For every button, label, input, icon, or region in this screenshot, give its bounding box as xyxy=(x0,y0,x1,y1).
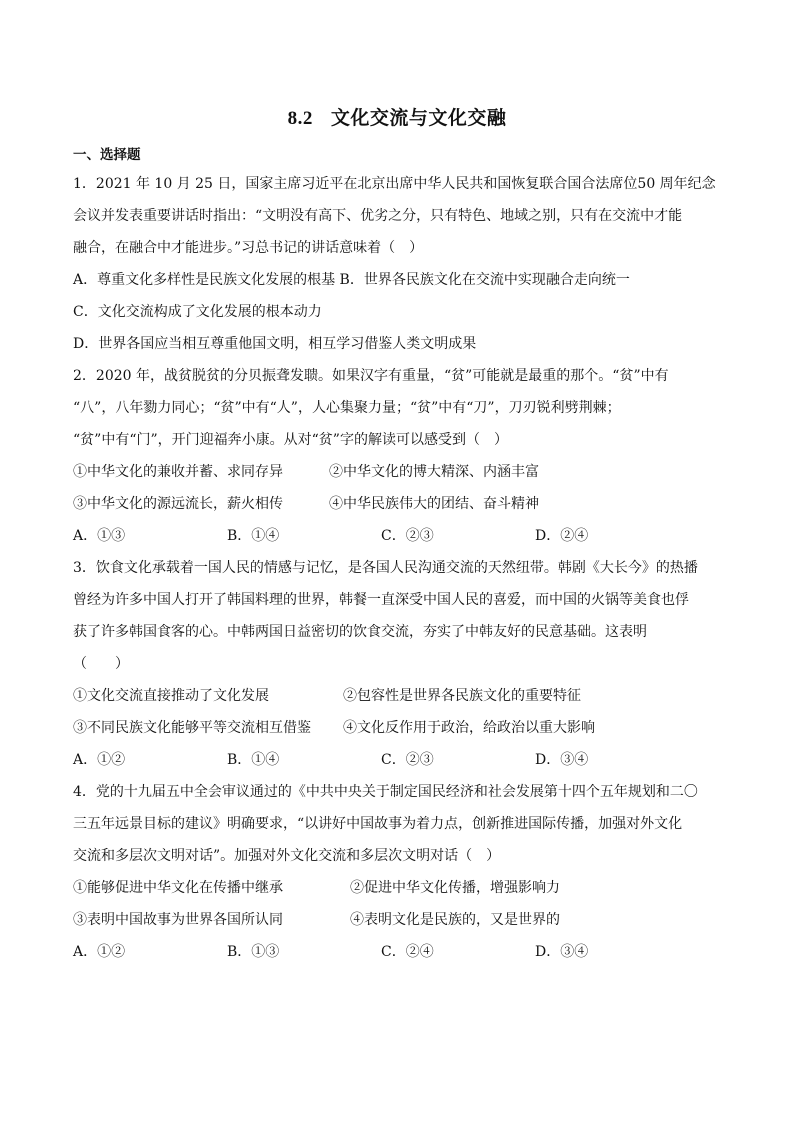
q1-option-a-b: A．尊重文化多样性是民族文化发展的根基 B．世界各民族文化在交流中实现融合走向统一 xyxy=(73,272,630,288)
q1-stem-line-2: 会议并发表重要讲话时指出：“文明没有高下、优劣之分，只有特色、地域之别，只有在交流中才能 xyxy=(73,208,683,224)
q2-choice-d: D．②④ xyxy=(535,528,589,544)
q3-choice-c: C．②③ xyxy=(381,752,434,768)
q1-option-d: D．世界各国应当相互尊重他国文明，相互学习借鉴人类文明成果 xyxy=(73,336,477,352)
q4-choice-c: C．②④ xyxy=(381,944,434,960)
page-title xyxy=(0,103,794,130)
q1-stem-line-1: 1．2021 年 10 月 25 日，国家主席习近平在北京出席中华人民共和国恢复联合国合法席位50 周年纪念 xyxy=(73,176,716,192)
q1-stem-line-3: 融合，在融合中才能进步。”习总书记的讲话意味着（ ） xyxy=(73,240,424,256)
q2-item-2: ②中华文化的博大精深、内涵丰富 xyxy=(329,464,539,480)
q3-stem-line-1: 3．饮食文化承载着一国人民的情感与记忆，是各国人民沟通交流的天然纽带。韩剧《大长今》的热播 xyxy=(73,560,698,576)
q4-choice-a: A．①② xyxy=(73,944,126,960)
q3-item-3: ③不同民族文化能够平等交流相互借鉴 xyxy=(73,720,311,736)
q3-choice-b: B．①④ xyxy=(227,752,280,768)
q3-stem-line-4: （ ） xyxy=(73,656,129,672)
q4-stem-line-1: 4．党的十九届五中全会审议通过的《中共中央关于制定国民经济和社会发展第十四个五年规划和二〇 xyxy=(73,784,698,800)
q4-item-4: ④表明文化是民族的，又是世界的 xyxy=(350,912,560,928)
q3-choice-a: A．①② xyxy=(73,752,126,768)
q2-item-1: ①中华文化的兼收并蓄、求同存异 xyxy=(73,464,283,480)
q2-stem-line-2: “八”，八年勠力同心；“贫”中有“人”，人心集聚力量；“贫”中有“刀”，刀刃锐利劈荆棘； xyxy=(73,400,621,416)
lesson-title: 文化交流与文化交融 xyxy=(330,107,507,129)
q3-item-1: ①文化交流直接推动了文化发展 xyxy=(73,688,269,704)
q4-item-2: ②促进中华文化传播，增强影响力 xyxy=(350,880,560,896)
q4-choice-b: B．①③ xyxy=(227,944,280,960)
q3-stem-line-3: 获了许多韩国食客的心。中韩两国日益密切的饮食交流，夯实了中韩友好的民意基础。这表明 xyxy=(73,624,647,640)
q2-choice-b: B．①④ xyxy=(227,528,280,544)
q2-choice-a: A．①③ xyxy=(73,528,126,544)
q4-item-3: ③表明中国故事为世界各国所认同 xyxy=(73,912,283,928)
q4-item-1: ①能够促进中华文化在传播中继承 xyxy=(73,880,283,896)
q2-choice-c: C．②③ xyxy=(381,528,434,544)
q2-item-4: ④中华民族伟大的团结、奋斗精神 xyxy=(329,496,539,512)
lesson-number: 8.2 xyxy=(287,108,313,129)
q3-item-2: ②包容性是世界各民族文化的重要特征 xyxy=(343,688,581,704)
q4-stem-line-3: 交流和多层次文明对话”。加强对外文化交流和多层次文明对话（ ） xyxy=(73,848,501,864)
q3-stem-line-2: 曾经为许多中国人打开了韩国料理的世界，韩餐一直深受中国人民的喜爱，而中国的火锅等美食也俘 xyxy=(73,592,689,608)
q2-stem-line-3: “贫”中有“门”，开门迎福奔小康。从对“贫”字的解读可以感受到（ ） xyxy=(73,432,508,448)
q4-stem-line-2: 三五年远景目标的建议》明确要求，“以讲好中国故事为着力点，创新推进国际传播，加强对外文化 xyxy=(73,816,683,832)
q3-choice-d: D．③④ xyxy=(535,752,589,768)
section-heading: 一、选择题 xyxy=(73,147,141,163)
q2-item-3: ③中华文化的源远流长，薪火相传 xyxy=(73,496,283,512)
q3-item-4: ④文化反作用于政治，给政治以重大影响 xyxy=(343,720,595,736)
q2-stem-line-1: 2．2020 年，战贫脱贫的分贝振聋发聩。如果汉字有重量，“贫”可能就是最重的那个。“贫”中有 xyxy=(73,368,669,384)
q4-choice-d: D．③④ xyxy=(535,944,589,960)
q1-option-c: C．文化交流构成了文化发展的根本动力 xyxy=(73,304,322,320)
